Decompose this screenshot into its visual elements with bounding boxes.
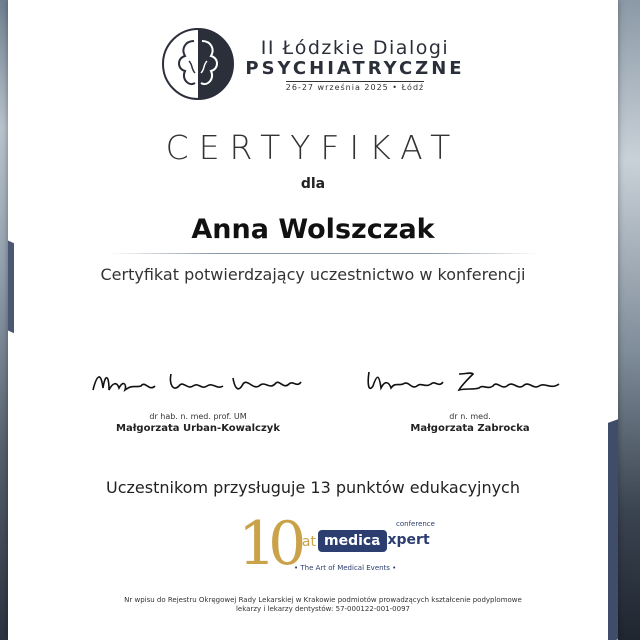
certificate-title: CERTYFIKAT <box>165 128 461 167</box>
conference-name-line2: PSYCHIATRYCZNE <box>245 57 465 79</box>
registry-note <box>98 596 548 614</box>
signature-right-icon <box>355 360 585 408</box>
registry-line1: Nr wpisu do Rejestru Okręgowej Rady Lekarskiej w Krakowie podmiotów prowadzących kształcenie podyplomowe <box>124 596 522 604</box>
signer-name-right: Małgorzata Zabrocka <box>410 423 530 434</box>
organizer-logo <box>230 509 440 580</box>
decorative-accent-right <box>608 417 618 640</box>
logo-medica: medica <box>318 530 387 552</box>
signer-title-right: dr n. med. <box>449 412 491 421</box>
signer-title-left: dr hab. n. med. prof. UM <box>149 412 247 421</box>
signature-block-right <box>340 360 600 434</box>
logo-expert: expert <box>378 532 430 548</box>
conference-header <box>8 24 618 104</box>
logo-tagline: • The Art of Medical Events • <box>294 564 397 572</box>
registry-line2: lekarzy i lekarzy dentystów: 57-000122-001-0097 <box>235 605 410 613</box>
conference-logo-icon <box>161 27 235 101</box>
certificate-for: dla <box>300 176 326 192</box>
conference-date: 26-27 września 2025 • Łódź <box>285 82 425 92</box>
decorative-accent-left <box>8 237 14 334</box>
logo-conference: conference <box>396 520 435 528</box>
logo-number: 10 <box>238 509 299 579</box>
background-right <box>618 0 640 640</box>
signature-block-left <box>68 360 328 434</box>
recipient-name: Anna Wolszczak <box>191 214 435 245</box>
certificate-paper <box>8 0 618 640</box>
signer-name-left: Małgorzata Urban-Kowalczyk <box>116 423 280 434</box>
logo-lat: lat <box>298 534 316 550</box>
name-underline <box>108 253 538 254</box>
signature-left-icon <box>83 360 313 408</box>
participation-confirmation: Certyfikat potwierdzający uczestnictwo w konferencji <box>100 265 526 284</box>
education-points: Uczestnikom przysługuje 13 punktów edukacyjnych <box>106 478 520 497</box>
conference-title <box>245 37 464 92</box>
conference-name-line1: II Łódzkie Dialogi <box>260 36 450 59</box>
